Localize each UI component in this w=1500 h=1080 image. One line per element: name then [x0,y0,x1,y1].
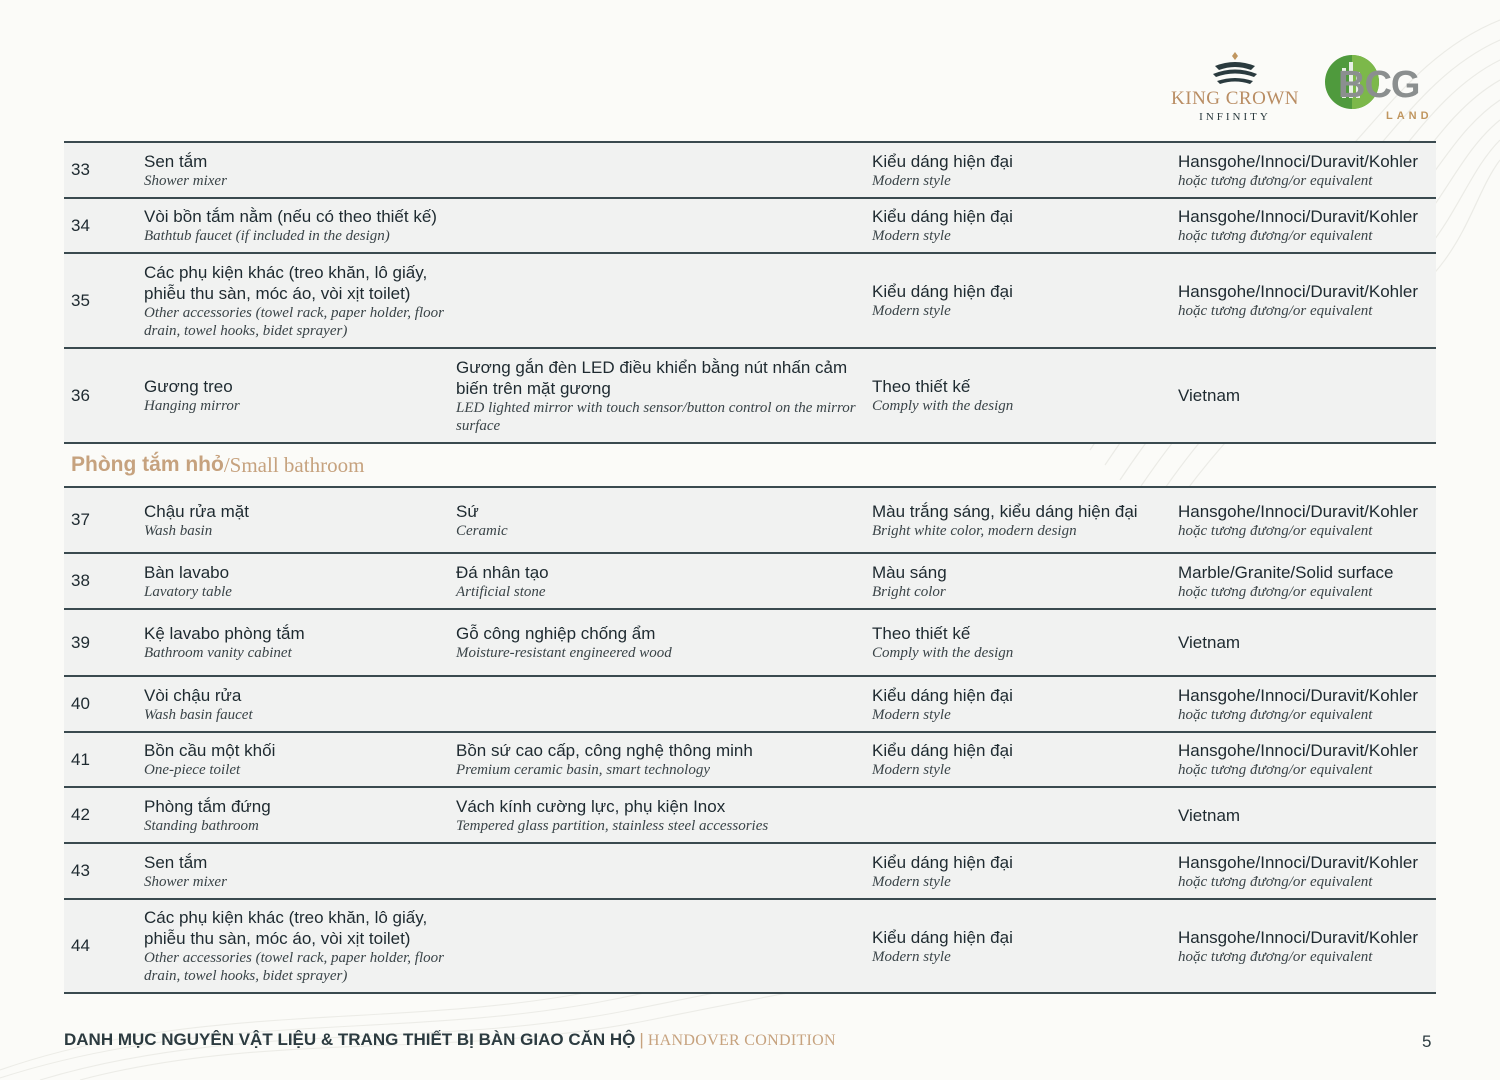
row-number: 37 [71,510,90,529]
style-vi: Kiểu dáng hiện đại [872,741,1013,760]
row-number [64,291,144,311]
king-crown-sub: INFINITY [1199,111,1271,123]
brand-en: hoặc tương đương/or equivalent [1178,522,1373,539]
material-cell [456,562,872,601]
item-vi: Vòi chậu rửa [144,685,242,705]
item-vi: Bàn lavabo [144,562,230,582]
brand-vi: Hansgohe/Innoci/Duravit/Kohler [1178,852,1419,872]
material-en: Premium ceramic basin, smart technology [456,762,710,778]
brand-cell [1178,805,1436,826]
item-cell [144,852,456,891]
section-title-vi: Phòng tắm nhỏ [71,453,224,476]
table-row [64,254,1436,349]
brand-vi: Hansgohe/Innoci/Duravit/Kohler [1178,207,1419,226]
brand-cell [1178,740,1436,779]
material-cell [456,501,872,540]
item-cell [144,907,456,985]
brand-cell [1178,852,1436,891]
king-crown-name: KING CROWN [1171,88,1299,109]
page-number: 5 [1422,1032,1432,1051]
brand-vi: Marble/Granite/Solid surface [1178,562,1394,582]
style-vi: Theo thiết kế [872,624,971,643]
brand-vi: Vietnam [1178,633,1241,652]
section-title-en: /Small bathroom [223,452,365,477]
brand-cell [1178,206,1436,245]
brand-en: hoặc tương đương/or equivalent [1178,873,1373,890]
item-vi: Sen tắm [144,151,208,171]
brand-vi: Vietnam [1178,386,1241,405]
table-row [64,677,1436,733]
brand-en: hoặc tương đương/or equivalent [1178,303,1373,319]
style-vi: Màu trắng sáng, kiểu dáng hiện đại [872,501,1138,521]
footer-separator: | [639,1030,644,1049]
section-header-small-bathroom [64,444,1436,488]
table-row [64,733,1436,788]
row-number [64,160,144,180]
brand-vi: Hansgohe/Innoci/Duravit/Kohler [1178,741,1419,760]
brand-en: hoặc tương đương/or equivalent [1178,583,1373,600]
row-number [64,750,144,770]
brand-cell [1178,562,1436,601]
item-en: Shower mixer [144,873,227,890]
item-en: One-piece toilet [144,762,241,778]
table-row [64,199,1436,254]
row-number [64,571,144,591]
style-cell [872,927,1178,966]
brand-vi: Vietnam [1178,805,1241,825]
table-row [64,554,1436,610]
row-number: 42 [71,805,90,824]
brand-vi: Hansgohe/Innoci/Duravit/Kohler [1178,927,1419,947]
item-vi: Bồn cầu một khối [144,741,276,760]
item-cell [144,206,456,245]
style-vi: Kiểu dáng hiện đại [872,282,1013,301]
style-vi: Kiểu dáng hiện đại [872,685,1013,705]
style-en: Comply with the design [872,398,1014,414]
table-group-a [64,143,1436,444]
table-row [64,349,1436,444]
brand-en: hoặc tương đương/or equivalent [1178,706,1373,723]
item-cell [144,501,456,540]
row-number [64,633,144,653]
row-number [64,510,144,530]
item-cell [144,376,456,415]
table-row [64,610,1436,677]
item-vi: Các phụ kiện khác (treo khăn, lô giấy, phiễu thu sàn, móc áo, vòi xịt toilet) [144,262,428,303]
crown-icon [1209,50,1261,86]
item-cell [144,151,456,190]
style-vi: Kiểu dáng hiện đại [872,151,1013,171]
style-cell [872,623,1178,662]
style-cell [872,852,1178,891]
footer [64,1030,836,1050]
style-cell [872,151,1178,190]
item-en: Other accessories (towel rack, paper holder, floor drain, towel hooks, bidet sprayer) [144,304,444,339]
item-en: Other accessories (towel rack, paper holder, floor drain, towel hooks, bidet sprayer) [144,950,444,984]
brand-cell [1178,281,1436,320]
table-row [64,488,1436,554]
item-en: Hanging mirror [144,398,240,414]
item-en: Lavatory table [144,583,232,600]
footer-title-vi: DANH MỤC NGUYÊN VẬT LIỆU & TRANG THIẾT BỊ BÀN GIAO CĂN HỘ [64,1030,636,1049]
material-cell [456,623,872,662]
material-en: LED lighted mirror with touch sensor/button control on the mirror surface [456,399,856,434]
brand-vi: Hansgohe/Innoci/Duravit/Kohler [1178,282,1419,301]
style-cell [872,206,1178,245]
row-number: 39 [71,632,90,652]
row-number [64,216,144,236]
style-en: Bright white color, modern design [872,522,1077,539]
item-vi: Chậu rửa mặt [144,501,249,521]
item-cell [144,562,456,601]
king-crown-logo [1160,50,1310,123]
item-en: Shower mixer [144,172,227,189]
style-en: Modern style [872,228,951,244]
brand-en: hoặc tương đương/or equivalent [1178,228,1373,244]
brand-cell [1178,385,1436,406]
brand-cell [1178,927,1436,966]
style-en: Comply with the design [872,645,1014,661]
material-cell [456,357,872,435]
item-vi: Các phụ kiện khác (treo khăn, lô giấy, phiễu thu sàn, móc áo, vòi xịt toilet) [144,908,428,948]
bcg-land-logo [1322,50,1442,128]
row-number: 43 [71,861,90,880]
material-vi: Bồn sứ cao cấp, công nghệ thông minh [456,741,753,760]
footer-title-en: HANDOVER CONDITION [647,1032,836,1049]
item-vi: Sen tắm [144,852,208,872]
material-cell [456,740,872,779]
style-vi: Kiểu dáng hiện đại [872,852,1013,872]
row-number: 40 [71,694,90,713]
brand-vi: Hansgohe/Innoci/Duravit/Kohler [1178,151,1419,171]
item-vi: Vòi bồn tắm nằm (nếu có theo thiết kế) [144,207,437,226]
material-vi: Đá nhân tạo [456,562,549,582]
table-row [64,900,1436,994]
item-cell [144,685,456,724]
material-vi: Gỗ công nghiệp chống ẩm [456,624,656,643]
brand-en: hoặc tương đương/or equivalent [1178,172,1373,189]
row-number: 41 [71,749,90,769]
item-cell [144,740,456,779]
table-row [64,844,1436,900]
style-cell [872,376,1178,415]
material-en: Artificial stone [456,583,546,600]
style-en: Modern style [872,948,951,965]
style-en: Modern style [872,762,951,778]
brand-en: hoặc tương đương/or equivalent [1178,948,1373,965]
row-number: 44 [71,936,90,955]
item-vi: Gương treo [144,377,233,396]
row-number [64,805,144,825]
material-vi: Gương gắn đèn LED điều khiển bằng nút nhấn cảm biến trên mặt gương [456,357,848,398]
style-cell [872,562,1178,601]
style-cell [872,685,1178,724]
style-vi: Kiểu dáng hiện đại [872,207,1013,226]
style-en: Bright color [872,583,946,600]
row-number: 33 [71,160,90,179]
item-en: Standing bathroom [144,817,259,834]
style-en: Modern style [872,172,951,189]
bcg-land-sub: LAND [1386,110,1433,122]
item-vi: Phòng tắm đứng [144,796,271,816]
item-cell [144,262,456,340]
row-number: 36 [71,385,90,405]
table-group-b [64,488,1436,994]
row-number [64,694,144,714]
row-number [64,936,144,956]
row-number [64,861,144,881]
brand-vi: Hansgohe/Innoci/Duravit/Kohler [1178,685,1419,705]
row-number: 38 [71,571,90,590]
style-cell [872,740,1178,779]
item-vi: Kệ lavabo phòng tắm [144,624,305,643]
item-cell [144,796,456,835]
style-en: Modern style [872,303,951,319]
style-en: Modern style [872,706,951,723]
style-vi: Theo thiết kế [872,377,971,396]
style-vi: Màu sáng [872,562,947,582]
item-en: Bathroom vanity cabinet [144,645,292,661]
style-en: Modern style [872,873,951,890]
brand-en: hoặc tương đương/or equivalent [1178,762,1373,778]
table-row [64,143,1436,199]
style-vi: Kiểu dáng hiện đại [872,927,1013,947]
material-en: Moisture-resistant engineered wood [456,645,672,661]
brand-cell [1178,151,1436,190]
style-cell [872,281,1178,320]
item-en: Bathtub faucet (if included in the design) [144,228,390,244]
material-vi: Vách kính cường lực, phụ kiện Inox [456,796,726,816]
brand-cell [1178,501,1436,540]
row-number: 35 [71,290,90,310]
brand-vi: Hansgohe/Innoci/Duravit/Kohler [1178,501,1419,521]
bcg-wordmark: BCG [1338,64,1420,106]
material-vi: Sứ [456,501,479,521]
item-cell [144,623,456,662]
brand-cell [1178,632,1436,653]
table-row [64,788,1436,844]
brand-cell [1178,685,1436,724]
row-number: 34 [71,215,90,235]
materials-table [64,141,1436,994]
material-en: Ceramic [456,522,508,539]
item-en: Wash basin [144,522,213,539]
row-number [64,386,144,406]
style-cell [872,501,1178,540]
material-cell [456,796,872,835]
material-en: Tempered glass partition, stainless steel accessories [456,817,769,834]
item-en: Wash basin faucet [144,706,253,723]
